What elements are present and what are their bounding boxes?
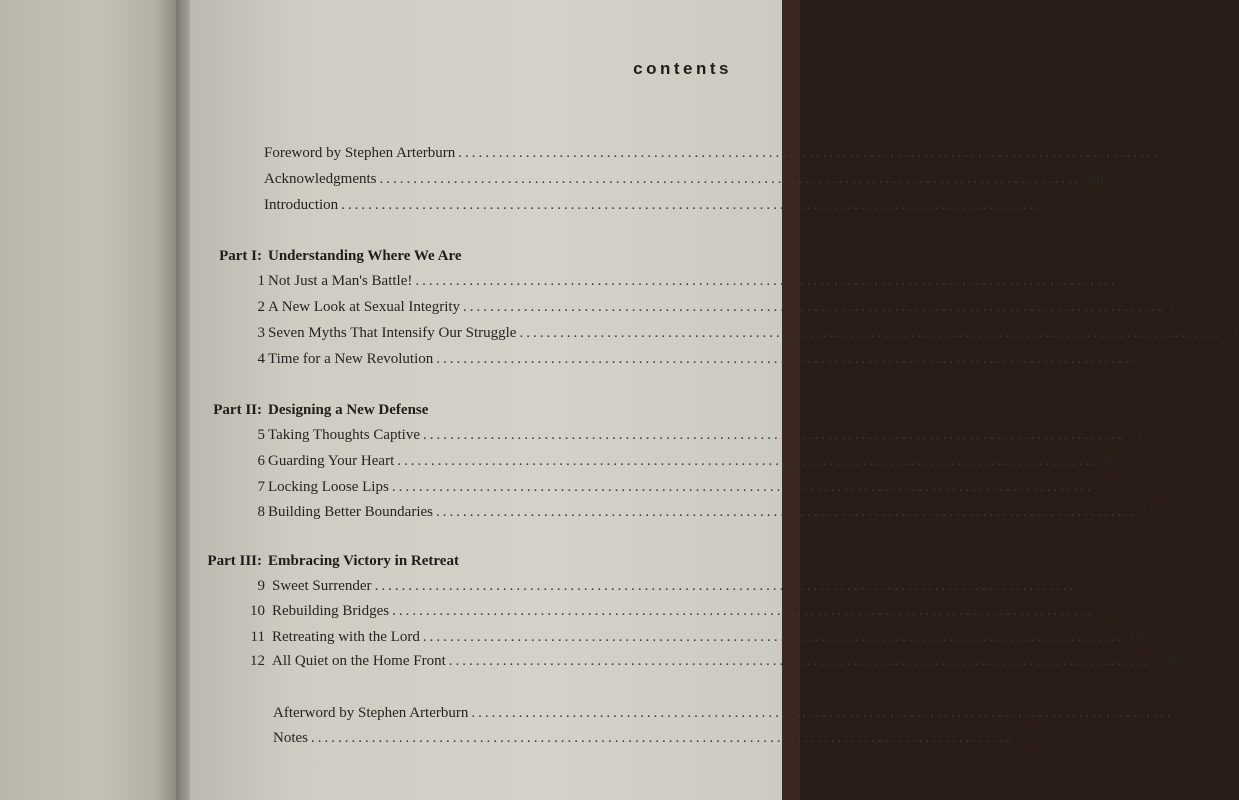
part-heading: [0, 248, 800, 270]
chapter-title: Locking Loose Lips: [268, 479, 389, 495]
part-heading: [0, 402, 800, 424]
contents-heading: contents: [633, 59, 732, 78]
chapter-title: A New Look at Sexual Integrity: [268, 299, 461, 315]
dot-leader: ........................................................................................................: [448, 653, 1151, 669]
toc-chapter: [0, 603, 1120, 625]
dot-leader: ........................................................................................................: [436, 351, 1139, 367]
toc-chapter: [0, 629, 1151, 651]
toc-chapter: [0, 427, 1143, 449]
toc-chapter: [0, 578, 1103, 600]
toc-chapter: [0, 299, 1184, 321]
toc-chapter: [0, 504, 1163, 526]
right-page: [190, 0, 782, 800]
dot-leader: ........................................................................................................: [311, 730, 1013, 746]
page-number: 187: [1176, 705, 1199, 721]
chapter-title: Guarding Your Heart: [268, 453, 395, 469]
page-number: 191: [1016, 730, 1039, 746]
book-gutter: [176, 0, 190, 800]
chapter-title: Seven Myths That Intensify Our Struggle: [268, 325, 517, 341]
entry-label: Notes: [273, 730, 308, 746]
page-number: 50: [1141, 351, 1157, 367]
toc-chapter: [0, 453, 1118, 475]
chapter-title: Time for a New Revolution: [268, 351, 434, 367]
chapter-title: Building Better Boundaries: [268, 504, 433, 520]
page-number: 143: [1097, 603, 1120, 619]
page-number: 5: [1120, 273, 1128, 289]
page-number: xiii: [1084, 171, 1105, 187]
chapter-number: 6: [257, 453, 265, 469]
entry-label: Introduction: [264, 197, 339, 213]
toc-entry-introduction: [0, 197, 1054, 219]
dot-leader: ........................................................................................................: [341, 197, 1044, 213]
chapter-number: 3: [257, 325, 265, 341]
part-label: Part II:: [213, 402, 262, 418]
page-number: 67: [1128, 427, 1143, 443]
chapter-number: 12: [250, 653, 265, 669]
dot-leader: ........................................................................................................: [391, 479, 1094, 495]
toc-entry-notes: [0, 730, 1039, 752]
chapter-number: 9: [257, 578, 265, 594]
chapter-number: 2: [257, 299, 265, 315]
page-number: 162: [1127, 629, 1151, 645]
toc-chapter: [0, 273, 1128, 295]
chapter-number: 10: [250, 603, 265, 619]
page-number: 178: [1153, 653, 1177, 669]
dot-leader: ........................................................................................................: [471, 705, 1174, 721]
dot-leader: ........................................................................................................: [392, 603, 1095, 619]
toc-chapter: [0, 653, 1177, 675]
entry-label: Foreword by Stephen Arterburn: [264, 145, 456, 161]
page-number: 31: [1224, 325, 1239, 341]
chapter-number: 4: [257, 351, 265, 367]
chapter-title: All Quiet on the Home Front: [272, 653, 446, 669]
part-title: Designing a New Defense: [268, 402, 429, 418]
part-label: Part III:: [207, 553, 262, 569]
page-number: 86: [1102, 453, 1118, 469]
part-title: Understanding Where We Are: [268, 248, 462, 264]
page-number: ix: [1163, 145, 1175, 161]
chapter-title: Sweet Surrender: [272, 578, 372, 594]
page-number: 116: [1140, 504, 1163, 520]
chapter-number: 11: [250, 629, 265, 645]
page-number: 1: [1046, 197, 1054, 213]
toc-entry-acknowledgments: [0, 171, 1105, 193]
chapter-number: 8: [257, 504, 265, 520]
entry-label: Acknowledgments: [264, 171, 377, 187]
page-number: 19: [1168, 299, 1184, 315]
dot-leader: ........................................................................................................: [374, 578, 1077, 594]
dot-leader: ........................................................................................................: [463, 299, 1166, 315]
toc-entry-foreword: [0, 145, 1175, 167]
chapter-number: 1: [257, 273, 265, 289]
left-page: [0, 0, 176, 800]
dot-leader: ........................................................................................................: [519, 325, 1222, 341]
chapter-title: Retreating with the Lord: [272, 629, 420, 645]
toc-chapter: [0, 325, 1239, 347]
part-label: Part I:: [219, 248, 262, 264]
chapter-title: Rebuilding Bridges: [272, 603, 390, 619]
chapter-number: 7: [257, 479, 265, 495]
dot-leader: ........................................................................................................: [435, 504, 1138, 520]
dot-leader: ........................................................................................................: [423, 427, 1125, 443]
toc-chapter: [0, 351, 1157, 373]
chapter-title: Taking Thoughts Captive: [268, 427, 420, 443]
page-edge: [782, 0, 800, 800]
dot-leader: ........................................................................................................: [379, 171, 1082, 187]
page-number: 131: [1079, 578, 1103, 594]
dot-leader: ........................................................................................................: [397, 453, 1100, 469]
toc-entry-afterword: [0, 705, 1199, 727]
part-heading: [0, 553, 800, 575]
toc-chapter: [0, 479, 1120, 501]
dot-leader: ........................................................................................................: [422, 629, 1125, 645]
dot-leader: ........................................................................................................: [415, 273, 1118, 289]
entry-label: Afterword by Stephen Arterburn: [273, 705, 469, 721]
chapter-number: 5: [257, 427, 265, 443]
part-title: Embracing Victory in Retreat: [268, 553, 459, 569]
dot-leader: ........................................................................................................: [458, 145, 1161, 161]
page-number: 102: [1096, 479, 1120, 495]
chapter-title: Not Just a Man's Battle!: [268, 273, 413, 289]
